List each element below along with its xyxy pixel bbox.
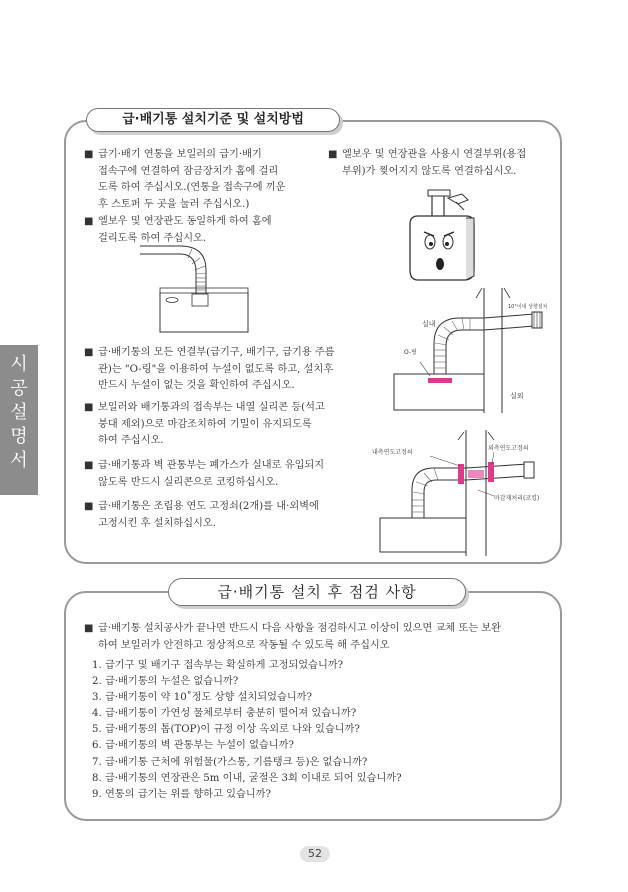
inspection-section-title: 급·배기통 설치 후 점검 사항 bbox=[168, 578, 466, 606]
bullet-marker: ■ bbox=[84, 402, 94, 413]
checklist-item: 8. 급·배기통의 연장관은 5m 이내, 굴절은 3회 이내로 되어 있습니까? bbox=[92, 772, 402, 784]
bullet-marker: ■ bbox=[84, 216, 94, 227]
installation-section-title: 급·배기통 설치기준 및 설치방법 bbox=[86, 108, 340, 132]
checklist-item: 4. 급·배기통이 가연성 물체로부터 충분히 떨어져 있습니까? bbox=[92, 708, 357, 720]
bullet-marker: ■ bbox=[84, 149, 94, 160]
o-ring-marker bbox=[428, 378, 452, 383]
bullet-text: 보일러와 배기통과의 접속부는 내열 실리콘 등(석고 붕대 제외)으로 마감조치하여 기밀이 유지되도록 하여 주십시오. bbox=[98, 402, 325, 446]
checklist-item: 3. 급·배기통이 약 10˚정도 상향 설치되었습니까? bbox=[92, 692, 312, 704]
bullet-marker: ■ bbox=[84, 460, 94, 471]
sidebar-char: 설 bbox=[10, 402, 28, 423]
boiler-top-flue-illustration bbox=[140, 244, 250, 334]
page-number: 52 bbox=[300, 846, 330, 862]
checklist-item: 1. 급기구 및 배기구 접속부는 확실하게 고정되었습니까? bbox=[92, 660, 344, 671]
bullet-text: 급·배기통과 벽 관통부는 폐가스가 실내로 유입되지 않도록 반드시 실리콘으로 코킹하십시오. bbox=[98, 460, 325, 488]
sidebar-tab-installation-manual bbox=[0, 345, 38, 495]
bullet-elbow-weld bbox=[328, 147, 558, 180]
elbow-warning-illustration bbox=[404, 188, 484, 288]
checklist-item: 6. 급·배기통의 벽 관통부는 누설이 없습니까? bbox=[92, 740, 294, 752]
wall-installation-diagram bbox=[384, 288, 554, 418]
label-indoor: 실내 bbox=[422, 320, 436, 328]
bullet-connect-flue bbox=[84, 147, 324, 213]
bullet-wall-caulking bbox=[84, 458, 374, 491]
bullet-marker: ■ bbox=[328, 149, 338, 160]
checklist-item: 7. 급·배기통 근처에 위험물(가스통, 기름탱크 등)은 없습니까? bbox=[92, 756, 368, 768]
sidebar-char: 서 bbox=[10, 450, 28, 471]
sidebar-char: 명 bbox=[10, 426, 28, 447]
checklist-item: 2. 급·배기통의 누설은 없습니까? bbox=[92, 676, 239, 688]
checklist-item: 5. 급·배기통의 톱(TOP)이 규정 이상 옥외로 나와 있습니까? bbox=[92, 724, 360, 736]
checklist-item: 9. 연통의 급기는 위를 향하고 있습니까? bbox=[92, 788, 271, 800]
bullet-text: 급·배기통은 조립용 연도 고정쇠(2개)를 내·외벽에 고정시킨 후 설치하십시오. bbox=[98, 501, 319, 529]
label-outer-bracket: 외측연도고정쇠 bbox=[488, 445, 529, 452]
inspection-intro-text: 급·배기통 설치공사가 끝나면 반드시 다음 사항을 점검하시고 이상이 있으면 교체 또는 보완 하여 보일러가 안전하고 정상적으로 작동될 수 있도록 해 주십시오 bbox=[98, 623, 501, 651]
fixing-bracket-diagram bbox=[370, 430, 552, 556]
bullet-text: 엘보우 및 연장관을 사용시 연결부위(용접 부위)가 찢어지지 않도록 연결하십시오. bbox=[342, 149, 527, 177]
bullet-text: 급·배기통의 모든 연결부(급기구, 배기구, 급기용 주름 관)는 "O-링"을 이용하여 누설이 없도록 하고, 설치후 반드시 누설이 없는 것을 확인하여 주십시오. bbox=[98, 347, 335, 391]
label-inner-bracket: 내측연도고정쇠 bbox=[372, 449, 413, 456]
bullet-text: 급기·배기 연통을 보일러의 급기·배기 접속구에 연결하여 잠금장치가 홈에 걸리 도록 하여 주십시오.(연통을 접속구에 끼운 후 스토퍼 두 곳을 눌러 주십시오.) bbox=[98, 149, 286, 210]
sidebar-char: 공 bbox=[10, 378, 28, 399]
bullet-fixing-bracket bbox=[84, 499, 374, 532]
inspection-intro bbox=[84, 621, 554, 654]
bullet-text: 엘보우 및 연장관도 동일하게 하여 홈에 걸리도록 하여 주십시오. bbox=[98, 216, 272, 244]
label-outdoor: 실외 bbox=[510, 392, 524, 400]
label-slope: 10°이내 상향설치 bbox=[508, 304, 548, 310]
inspection-checklist bbox=[92, 658, 402, 803]
bullet-seal-joint bbox=[84, 400, 374, 450]
sidebar-char: 시 bbox=[10, 354, 28, 375]
bullet-marker: ■ bbox=[84, 347, 94, 358]
label-sealant: 마감재처리(코킹) bbox=[494, 495, 540, 502]
bullet-elbow-extension bbox=[84, 214, 324, 247]
bullet-marker: ■ bbox=[84, 623, 94, 634]
bullet-marker: ■ bbox=[84, 501, 94, 512]
label-o-ring: O-링 bbox=[404, 349, 417, 356]
bullet-o-ring bbox=[84, 345, 374, 395]
